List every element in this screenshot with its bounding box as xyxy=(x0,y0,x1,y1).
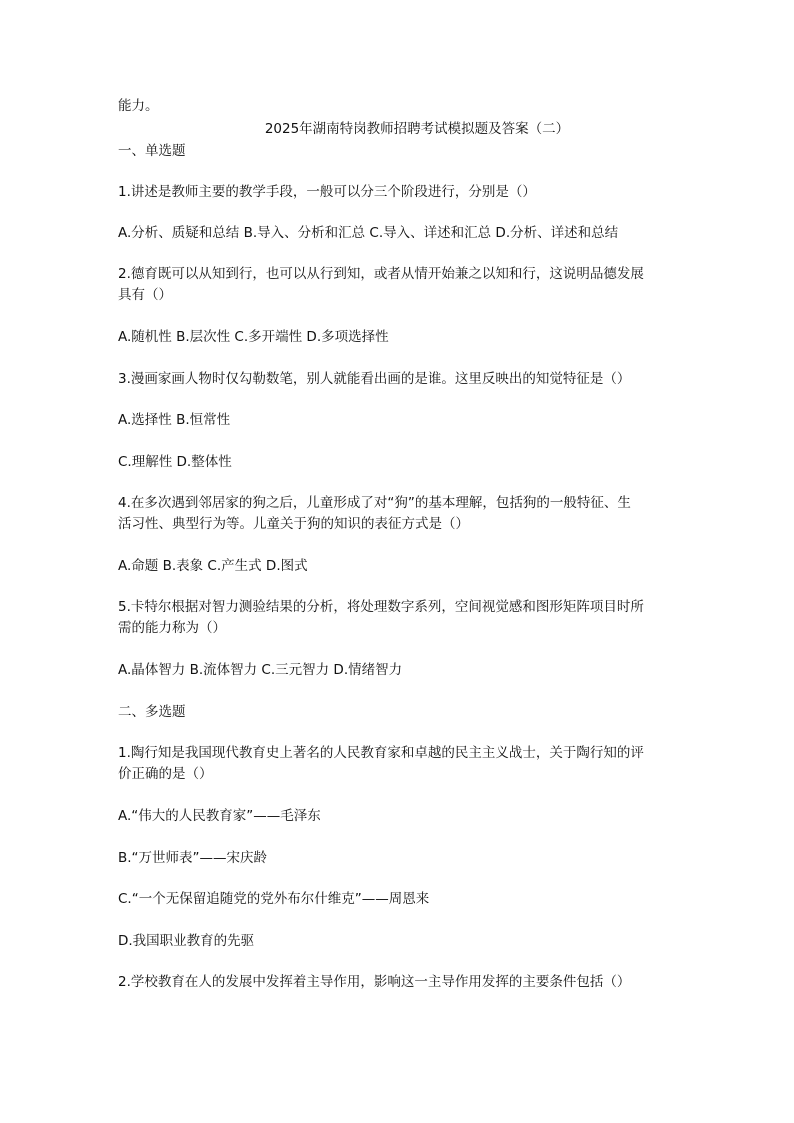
mc-question-1-option-a: A.“伟大的人民教育家”——毛泽东 xyxy=(118,808,321,824)
question-4-stem-line-1: 4.在多次遇到邻居家的狗之后，儿童形成了对“狗”的基本理解，包括狗的一般特征、生 xyxy=(118,495,631,511)
mc-question-1-stem-line-1: 1.陶行知是我国现代教育史上著名的人民教育家和卓越的民主主义战士，关于陶行知的评 xyxy=(118,745,644,761)
mc-question-1-option-d: D.我国职业教育的先驱 xyxy=(118,933,255,949)
question-5-stem-line-1: 5.卡特尔根据对智力测验结果的分析，将处理数字系列，空间视觉感和图形矩阵项目时所 xyxy=(118,599,644,615)
question-3-options-line-1: A.选择性 B.恒常性 xyxy=(118,412,231,428)
document-title: 2025年湖南特岗教师招聘考试模拟题及答案（二） xyxy=(264,121,570,137)
mc-question-1-option-b: B.“万世师表”——宋庆龄 xyxy=(118,850,268,866)
question-2-stem-line-1: 2.德育既可以从知到行，也可以从行到知，或者从情开始兼之以知和行，这说明品德发展 xyxy=(118,266,644,282)
question-4-options: A.命题 B.表象 C.产生式 D.图式 xyxy=(118,558,308,574)
question-2-stem-line-2: 具有（） xyxy=(118,287,172,303)
mc-question-1-option-c: C.“一个无保留追随党的党外布尔什维克”——周恩来 xyxy=(118,891,430,907)
text-line-prev-page-tail: 能力。 xyxy=(118,98,159,114)
mc-question-1-stem-line-2: 价正确的是（） xyxy=(118,766,213,782)
question-5-options: A.晶体智力 B.流体智力 C.三元智力 D.情绪智力 xyxy=(118,662,403,678)
section-heading-multiple-choice: 二、多选题 xyxy=(118,704,186,720)
mc-question-2-stem: 2.学校教育在人的发展中发挥着主导作用，影响这一主导作用发挥的主要条件包括（） xyxy=(118,974,631,990)
question-5-stem-line-2: 需的能力称为（） xyxy=(118,620,226,636)
question-1-options: A.分析、质疑和总结 B.导入、分析和汇总 C.导入、详述和汇总 D.分析、详述和总结 xyxy=(118,225,619,241)
question-4-stem-line-2: 活习性、典型行为等。儿童关于狗的知识的表征方式是（） xyxy=(118,516,469,532)
question-2-options: A.随机性 B.层次性 C.多开端性 D.多项选择性 xyxy=(118,329,389,345)
question-1-stem: 1.讲述是教师主要的教学手段，一般可以分三个阶段进行，分别是（） xyxy=(118,184,536,200)
question-3-options-line-2: C.理解性 D.整体性 xyxy=(118,454,232,470)
question-3-stem: 3.漫画家画人物时仅勾勒数笔，别人就能看出画的是谁。这里反映出的知觉特征是（） xyxy=(118,371,631,387)
section-heading-single-choice: 一、单选题 xyxy=(118,143,186,159)
